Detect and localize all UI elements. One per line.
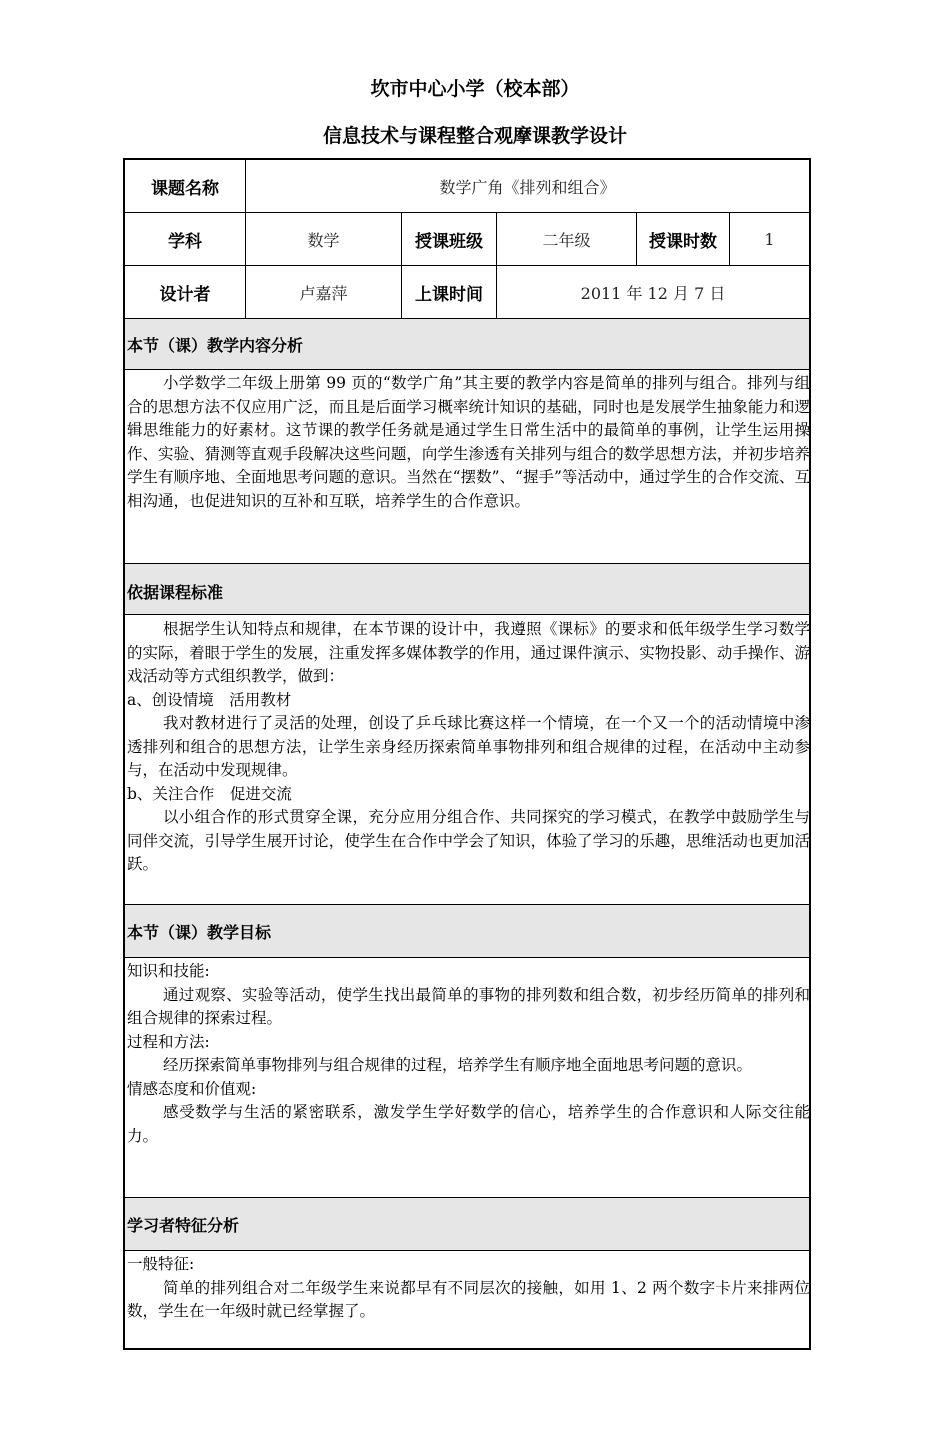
subject-label: 学科 xyxy=(168,231,202,252)
section-heading xyxy=(125,1198,809,1250)
class-label: 授课班级 xyxy=(415,231,483,252)
paragraph: 通过观察、实验等活动，使学生找出最简单的事物的排列数和组合数，初步经历简单的排列和组合规律的探索过程。 xyxy=(127,985,810,1027)
section-heading xyxy=(125,564,809,614)
topic-value: 数学广角《排列和组合》 xyxy=(439,177,616,197)
section-heading-text: 本节（课）教学目标 xyxy=(127,923,272,942)
section-heading-text: 学习者特征分析 xyxy=(127,1216,240,1235)
row-divider xyxy=(123,369,811,370)
paragraph: 简单的排列组合对二年级学生来说都早有不同层次的接触，如用 1、2 两个数字卡片来排两位数，学生在一年级时就已经掌握了。 xyxy=(127,1278,810,1320)
row-divider xyxy=(123,614,811,615)
paragraph: 一般特征: xyxy=(127,1255,195,1273)
document-title: 信息技术与课程整合观摩课教学设计 xyxy=(322,125,627,147)
section-body xyxy=(127,372,810,513)
subject-value: 数学 xyxy=(307,230,340,250)
paragraph: 以小组合作的形式贯穿全课，充分应用分组合作、共同探究的学习模式，在教学中鼓励学生与同伴交流，引导学生展开讨论，使学生在合作中学会了知识，体验了学习的乐趣，思维活动也更加活跃。 xyxy=(127,808,810,873)
paragraph: 过程和方法: xyxy=(127,1032,210,1051)
paragraph: 根据学生认知特点和规律，在本节课的设计中，我遵照《课标》的要求和低年级学生学习数学的实际，着眼于学生的发展，注重发挥多媒体教学的作用，通过课件演示、实物投影、动手操作、游戏活动等方式组织教学，做到： xyxy=(127,620,810,685)
school-name: 坎市中心小学（校本部） xyxy=(370,78,580,100)
paragraph: 小学数学二年级上册第 99 页的“数学广角”其主要的教学内容是简单的排列与组合。排列与组合的思想方法不仅应用广泛，而且是后面学习概率统计知识的基础，同时也是发展学生抽象能力和逻辑思维能力的好素材。这节课的教学任务就是通过学生日常生活中的最简单的事例，让学生运用操作、实验、猜测等直观手段解决这些问题，向学生渗透有关排列与组合的数学思想方法，并初步培养学生有顺序地、全面地思考问题的意识。当然在“摆数”、“握手”等活动中，通过学生的合作交流、互相沟通，也促进知识的互补和互联，培养学生的合作意识。 xyxy=(127,374,810,510)
section-heading-text: 本节（课）教学内容分析 xyxy=(127,336,304,355)
paragraph: 我对教材进行了灵活的处理，创设了乒乓球比赛这样一个情境，在一个又一个的活动情境中渗透排列和组合的思想方法，让学生亲身经历探索简单事物排列和组合规律的过程，在活动中主动参与，在活动中发现规律。 xyxy=(127,714,810,779)
class-value: 二年级 xyxy=(542,230,591,250)
section-heading xyxy=(125,319,809,369)
row-divider xyxy=(123,1250,811,1251)
designer-value: 卢嘉萍 xyxy=(299,283,348,303)
section-heading xyxy=(125,905,809,957)
paragraph: a、创设情境 活用教材 xyxy=(127,690,292,709)
section-heading-text: 依据课程标准 xyxy=(127,583,224,602)
section-body xyxy=(127,618,810,877)
paragraph: 感受数学与生活的紧密联系，激发学生学好数学的信心，培养学生的合作意识和人际交往能力。 xyxy=(127,1103,810,1145)
paragraph: 知识和技能: xyxy=(127,962,210,980)
topic-label: 课题名称 xyxy=(151,178,219,199)
paragraph: 经历探索简单事物排列与组合规律的过程，培养学生有顺序地全面地思考问题的意识。 xyxy=(163,1056,753,1074)
section-body xyxy=(127,960,810,1148)
hours-value: 1 xyxy=(764,229,775,249)
time-value: 2011 年 12 月 7 日 xyxy=(580,283,726,303)
paragraph: 情感态度和价值观: xyxy=(127,1079,257,1098)
row-divider xyxy=(123,957,811,958)
time-label: 上课时间 xyxy=(415,284,483,305)
hours-label: 授课时数 xyxy=(649,231,717,252)
designer-label: 设计者 xyxy=(159,284,211,305)
paragraph: b、关注合作 促进交流 xyxy=(127,784,292,803)
section-body xyxy=(127,1253,810,1324)
